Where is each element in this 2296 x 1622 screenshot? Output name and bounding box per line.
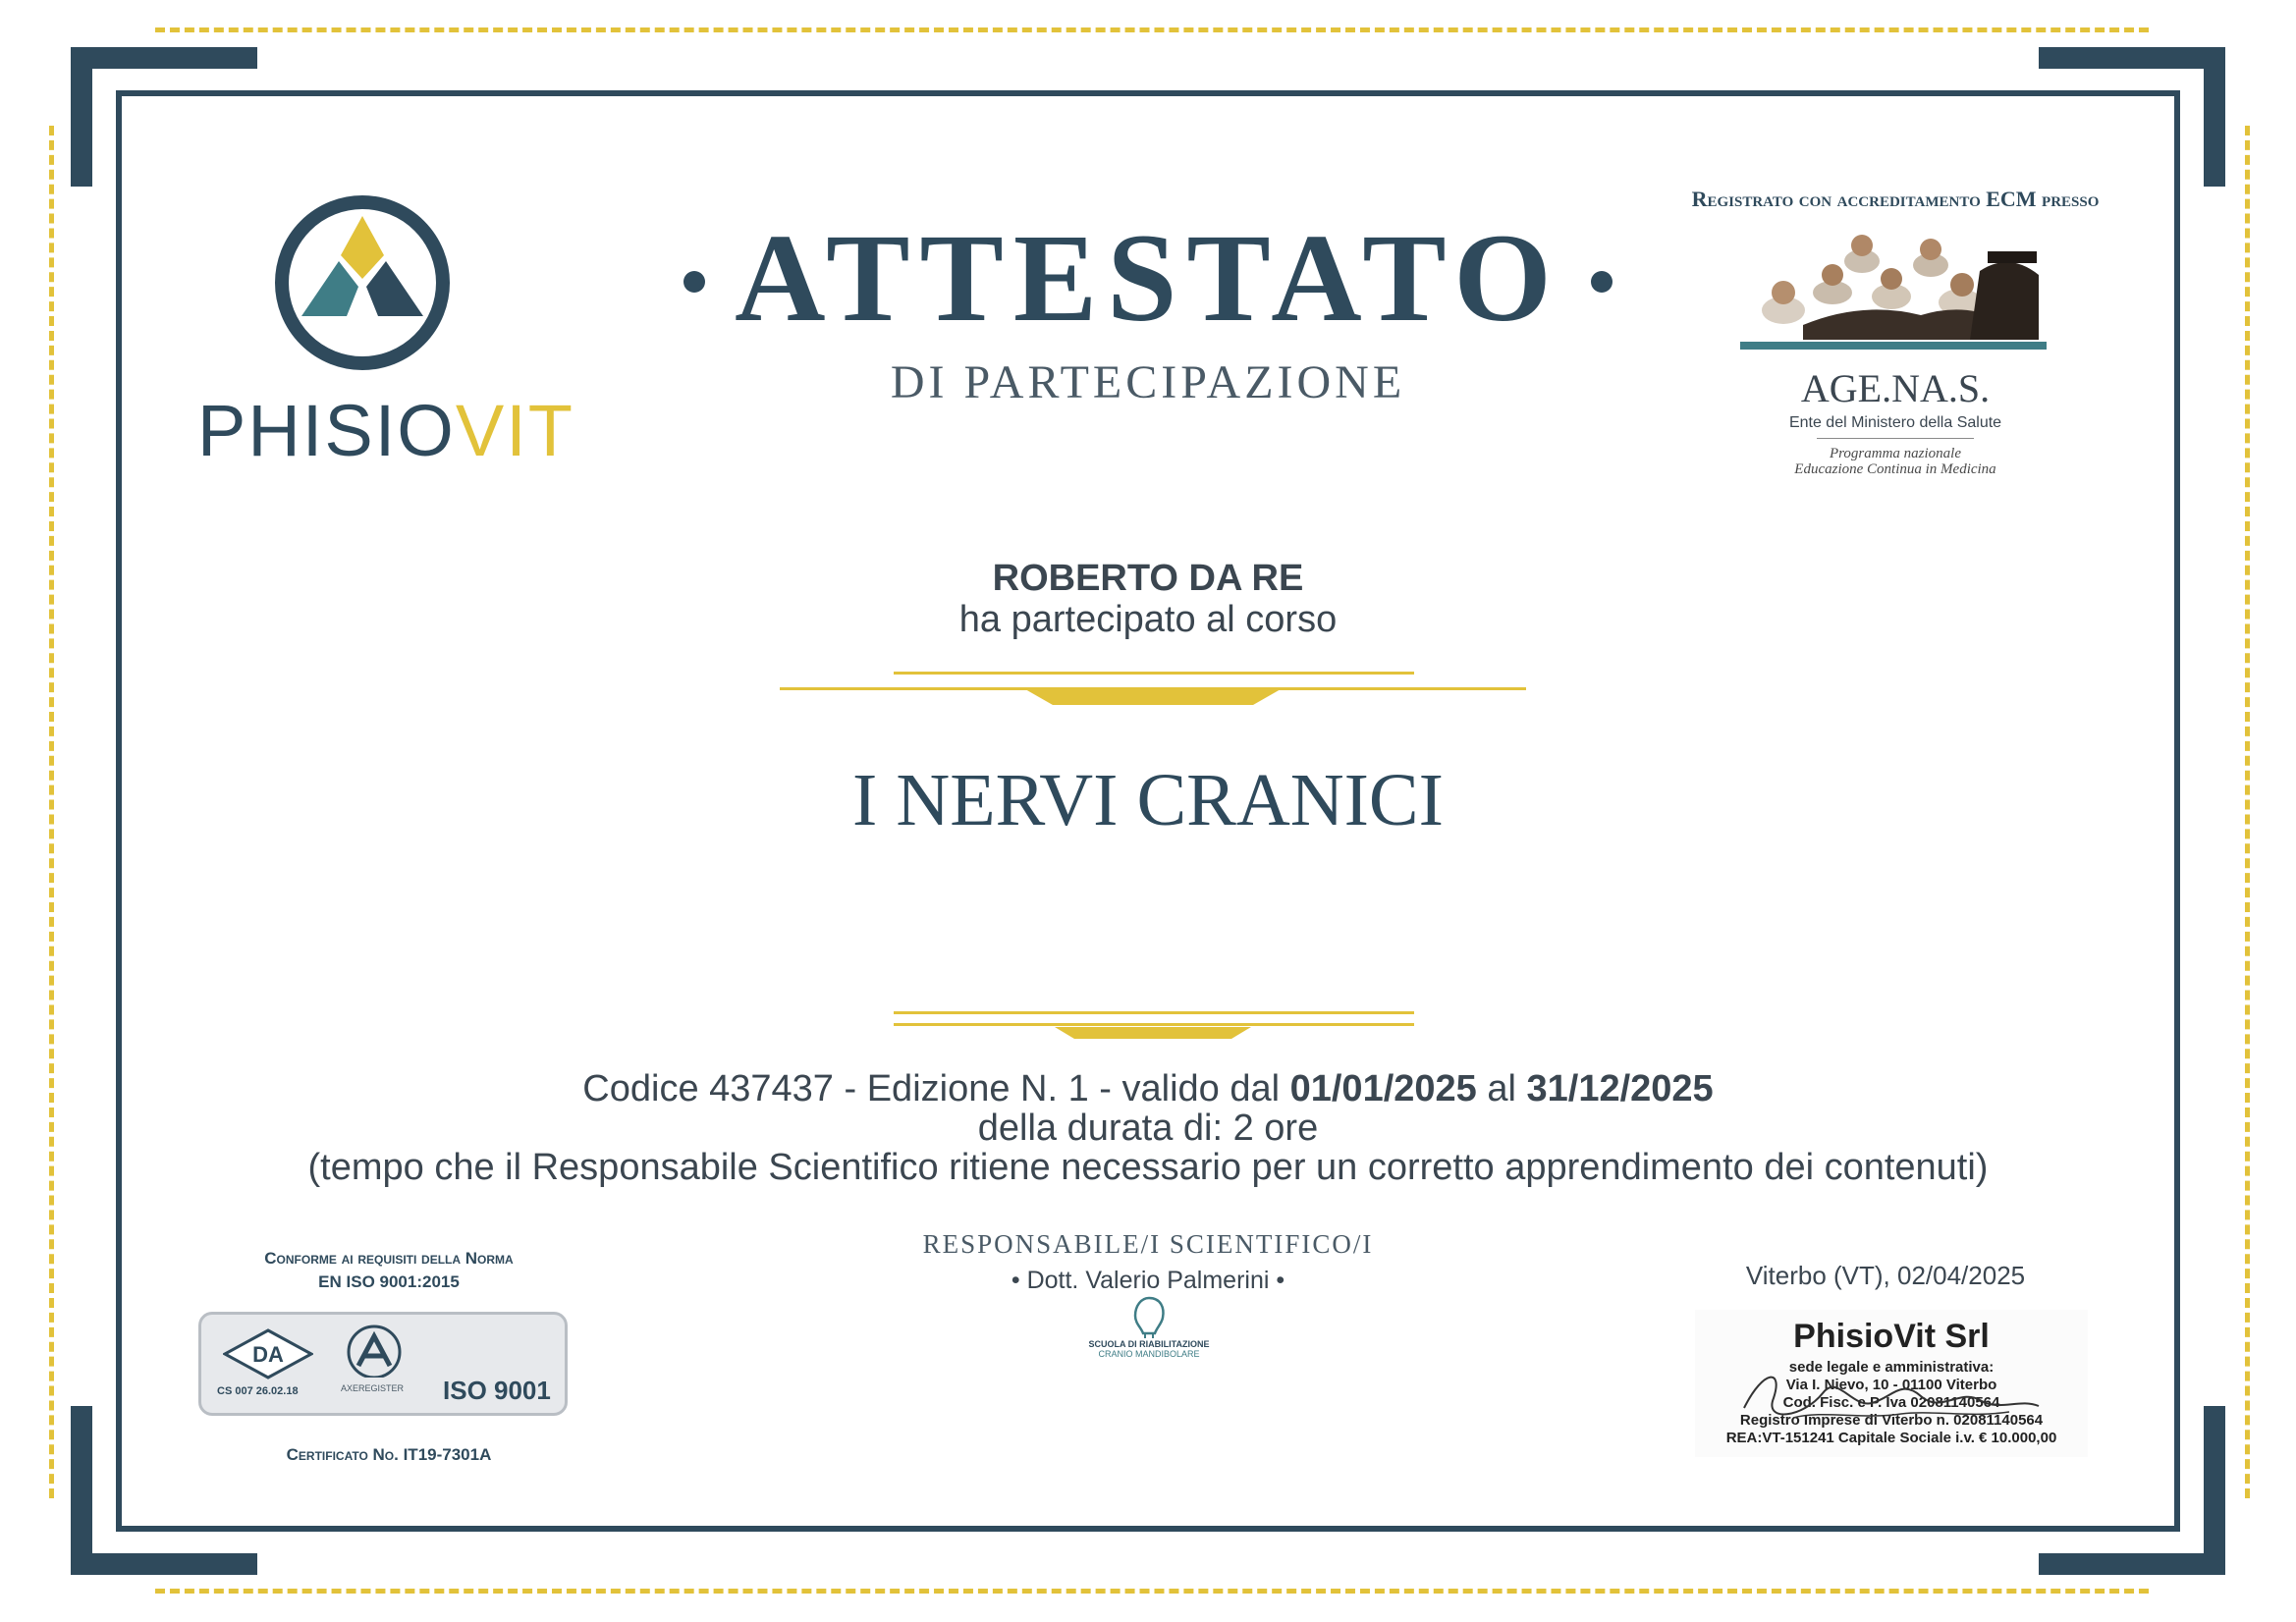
phisiovit-logo-text-accent: VIT <box>455 390 574 471</box>
stamp-line-2: Via I. Nievo, 10 - 01100 Viterbo <box>1785 1377 1997 1393</box>
stamp-line-5: REA:VT-151241 Capitale Sociale i.v. € 10.000,00 <box>1725 1430 2057 1446</box>
participant-name: ROBERTO DA RE <box>992 558 1304 599</box>
dashed-border-bottom <box>155 1589 2149 1594</box>
axe-register-label: AXEREGISTER <box>341 1383 405 1393</box>
school-logo-line1: SCUOLA DI RIABILITAZIONE <box>1088 1339 1210 1349</box>
iso-9001-label: ISO 9001 <box>443 1376 551 1405</box>
title-text: ATTESTATO <box>735 208 1561 348</box>
company-stamp <box>1695 1310 2088 1457</box>
agenas-programma-1: Programma nazionale <box>1829 446 1962 461</box>
school-logo-line2: CRANIO MANDIBOLARE <box>1098 1349 1200 1359</box>
signature-icon <box>1734 1349 2049 1437</box>
course-code-line <box>0 1068 2296 1110</box>
course-title: I NERVI CRANICI <box>852 759 1444 841</box>
stamp-line-4: Registro Imprese di Viterbo n. 02081140564 <box>1739 1412 2044 1429</box>
title-bullet-right-icon <box>1591 271 1613 293</box>
participated-text: ha partecipato al corso <box>958 599 1338 640</box>
scientific-heading: RESPONSABILE/I SCIENTIFICO/I <box>922 1229 1374 1259</box>
head-profile-icon <box>1127 1294 1171 1339</box>
course-duration: della durata di: 2 ore <box>977 1108 1319 1149</box>
da-code: CS 007 26.02.18 <box>217 1385 299 1397</box>
stamp-line-1: sede legale e amministrativa: <box>1788 1359 1995 1376</box>
ecm-header: Registrato con accreditamento ECM presso <box>1691 187 2100 211</box>
iso-badge <box>198 1312 568 1416</box>
valid-to-date: 31/12/2025 <box>1526 1068 1714 1109</box>
agenas-name: AGE.NA.S. <box>1800 366 1991 410</box>
date-separator: al <box>1476 1068 1527 1109</box>
valid-from-date: 01/01/2025 <box>1289 1068 1477 1109</box>
ecm-accreditation <box>1689 187 2102 491</box>
agenas-rule <box>1740 342 2047 350</box>
certificate-subtitle: DI PARTECIPAZIONE <box>890 356 1406 408</box>
iso-norm-line1: Conforme ai requisiti della Norma <box>264 1249 514 1268</box>
dashed-border-top <box>155 27 2149 32</box>
phisiovit-logo-text: PHISIO <box>197 390 456 471</box>
agenas-ente: Ente del Ministero della Salute <box>1788 414 2002 431</box>
svg-text:DA: DA <box>252 1342 284 1367</box>
title-bullet-left-icon <box>683 271 705 293</box>
course-code-text: Codice 437437 - Edizione N. 1 - valido dal <box>582 1068 1290 1109</box>
iso-certificate-number: Certificato No. IT19-7301A <box>286 1445 492 1464</box>
stamp-company: PhisioVit Srl <box>1793 1318 1990 1355</box>
agenas-painting-icon <box>1744 232 2058 340</box>
iso-norm-line2: EN ISO 9001:2015 <box>318 1272 460 1291</box>
agenas-programma-2: Educazione Continua in Medicina <box>1794 461 1996 477</box>
axe-register-icon <box>345 1323 404 1378</box>
course-duration-note: (tempo che il Responsabile Scientifico ritiene necessario per un corretto apprendimento dei contenuti) <box>307 1147 1989 1188</box>
da-certification-icon <box>223 1328 313 1383</box>
school-logo <box>1080 1294 1218 1373</box>
stamp-line-3: Cod. Fisc. e P. Iva 02081140564 <box>1782 1394 2000 1411</box>
scientific-name: • Dott. Valerio Palmerini • <box>1011 1267 1285 1294</box>
place-date: Viterbo (VT), 02/04/2025 <box>1745 1261 2026 1290</box>
agenas-divider <box>1817 438 1974 439</box>
iso-certification <box>192 1249 585 1485</box>
